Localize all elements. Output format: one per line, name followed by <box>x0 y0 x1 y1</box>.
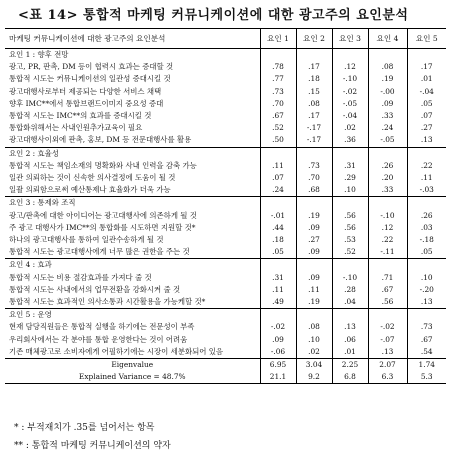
loading-cell: .67 <box>368 284 407 296</box>
item-description: 일관 의뢰하는 것이 신속한 의사결정에 도움이 될 것 <box>9 173 176 183</box>
loading-cell: .09 <box>260 334 296 346</box>
loading-cell: .19 <box>368 73 407 85</box>
item-row <box>5 210 446 222</box>
loading-cell: .73 <box>407 321 446 333</box>
loading-cell: .17 <box>407 61 446 73</box>
item-row <box>5 334 446 346</box>
loading-cell: .20 <box>368 172 407 184</box>
header-factor-3: 요인 3 <box>332 29 368 49</box>
loading-cell <box>296 259 332 272</box>
loading-cell: .73 <box>296 160 332 172</box>
loading-cell <box>368 259 407 272</box>
loading-cell <box>260 259 296 272</box>
explained-variance-cell: 5.3 <box>407 371 446 384</box>
loading-cell: -.01 <box>260 210 296 222</box>
factor-analysis-table <box>5 28 446 384</box>
loading-cell: .13 <box>368 346 407 359</box>
loading-cell: .70 <box>260 98 296 110</box>
item-description: 통합적 시도는 사내에서의 업무전환을 강화시켜 줄 것 <box>9 284 181 294</box>
item-description: 통합화위해서는 사내인원추가교육이 필요 <box>9 123 143 133</box>
loading-cell: .44 <box>260 222 296 234</box>
loading-cell: .52 <box>260 122 296 134</box>
loading-cell <box>296 197 332 210</box>
loading-cell: .17 <box>296 61 332 73</box>
loading-cell: .05 <box>407 98 446 110</box>
loading-cell <box>260 147 296 160</box>
footnote-asterisk: * : 부적재치가 .35를 넘어서는 항목 <box>14 423 155 433</box>
loading-cell: .28 <box>332 284 368 296</box>
loading-cell: .24 <box>368 122 407 134</box>
loading-cell: .17 <box>296 110 332 122</box>
item-description: 통합적 시도는 비용 절감효과를 가져다 줄 것 <box>9 272 152 282</box>
item-row <box>5 61 446 73</box>
item-row <box>5 98 446 110</box>
loading-cell <box>368 197 407 210</box>
loading-cell: -.10 <box>368 210 407 222</box>
loading-cell <box>407 309 446 322</box>
header-factor-1: 요인 1 <box>260 29 296 49</box>
loading-cell: .53 <box>332 234 368 246</box>
loading-cell: .73 <box>260 86 296 98</box>
loading-cell: .31 <box>332 160 368 172</box>
loading-cell: -.06 <box>260 346 296 359</box>
loading-cell: .24 <box>260 184 296 197</box>
loading-cell <box>260 309 296 322</box>
loading-cell: .10 <box>407 272 446 284</box>
item-row <box>5 222 446 234</box>
item-row <box>5 346 446 359</box>
item-description: 통합적 시도는 IMC**의 효과를 증대시킬 것 <box>9 111 152 121</box>
loading-cell: .11 <box>260 160 296 172</box>
loading-cell <box>368 309 407 322</box>
loading-cell: .02 <box>332 122 368 134</box>
loading-cell: .67 <box>407 334 446 346</box>
footnote-double-asterisk: ** : 통합적 마케팅 커뮤니케이션의 약자 <box>14 441 171 451</box>
loading-cell: -.10 <box>332 73 368 85</box>
header-factor-2: 요인 2 <box>296 29 332 49</box>
item-row <box>5 284 446 296</box>
item-row <box>5 272 446 284</box>
factor-group-label: 요인 2 : 효율성 <box>5 147 260 160</box>
loading-cell: .26 <box>368 160 407 172</box>
loading-cell: .56 <box>368 296 407 309</box>
item-description: 광고/판촉에 대한 아이디어는 광고대행사에 의존하게 될 것 <box>9 210 197 220</box>
loading-cell: .11 <box>407 172 446 184</box>
item-row <box>5 73 446 85</box>
loading-cell: .01 <box>407 73 446 85</box>
item-description: 우리회사에서는 각 분야를 통합 운영한다는 것이 어려움 <box>9 334 188 344</box>
loading-cell: .68 <box>296 184 332 197</box>
loading-cell: .12 <box>332 61 368 73</box>
explained-variance-cell: 6.3 <box>368 371 407 384</box>
loading-cell: .09 <box>296 246 332 259</box>
loading-cell <box>407 259 446 272</box>
loading-cell <box>407 197 446 210</box>
loading-cell: -.00 <box>368 86 407 98</box>
eigenvalue-cell: 3.04 <box>296 359 332 372</box>
loading-cell: .29 <box>332 172 368 184</box>
loading-cell: .18 <box>260 234 296 246</box>
loading-cell: .33 <box>368 110 407 122</box>
loading-cell: .56 <box>332 222 368 234</box>
loading-cell: -.17 <box>296 122 332 134</box>
loading-cell: .05 <box>407 246 446 259</box>
loading-cell <box>368 49 407 62</box>
loading-cell: .09 <box>296 272 332 284</box>
loading-cell <box>296 49 332 62</box>
loading-cell: -.04 <box>332 110 368 122</box>
item-row <box>5 110 446 122</box>
header-description: 마케팅 커뮤니케이션에 대한 광고주의 요인분석 <box>5 29 260 49</box>
loading-cell: .27 <box>296 234 332 246</box>
item-row <box>5 184 446 197</box>
loading-cell: .50 <box>260 134 296 147</box>
loading-cell: .31 <box>260 272 296 284</box>
loading-cell: .71 <box>368 272 407 284</box>
eigenvalue-label: Eigenvalue <box>5 359 260 372</box>
loading-cell <box>332 309 368 322</box>
loading-cell: .36 <box>332 134 368 147</box>
loading-cell: .33 <box>368 184 407 197</box>
item-description: 통합적 시도는 커뮤니케이션의 일관성 증대시킬 것 <box>9 74 171 84</box>
eigenvalue-cell: 6.95 <box>260 359 296 372</box>
loading-cell: .27 <box>407 122 446 134</box>
loading-cell: .70 <box>296 172 332 184</box>
item-row <box>5 160 446 172</box>
loading-cell: .05 <box>260 246 296 259</box>
loading-cell: -.02 <box>332 86 368 98</box>
loading-cell: -.04 <box>407 86 446 98</box>
loading-cell <box>260 197 296 210</box>
loading-cell: -.18 <box>407 234 446 246</box>
eigenvalue-row <box>5 359 446 372</box>
loading-cell: -.02 <box>368 321 407 333</box>
item-description: 기존 매체광고로 소비자에게 어필하기에는 시장이 세분화되어 있음 <box>9 346 224 356</box>
loading-cell: .10 <box>296 334 332 346</box>
loading-cell <box>296 309 332 322</box>
loading-cell: .52 <box>332 246 368 259</box>
item-description: 주 광고 대행사가 IMC**의 통합화를 시도하면 지원할 것* <box>9 222 196 232</box>
loading-cell: .01 <box>332 346 368 359</box>
explained-variance-cell: 21.1 <box>260 371 296 384</box>
loading-cell <box>368 147 407 160</box>
factor-group-label: 요인 1 : 향후 전망 <box>5 49 260 62</box>
loading-cell <box>332 147 368 160</box>
loading-cell <box>407 147 446 160</box>
loading-cell: .22 <box>407 160 446 172</box>
loading-cell: .19 <box>296 210 332 222</box>
loading-cell: .08 <box>296 321 332 333</box>
eigenvalue-cell: 2.25 <box>332 359 368 372</box>
loading-cell: .19 <box>296 296 332 309</box>
loading-cell: .08 <box>368 61 407 73</box>
item-description: 향후 IMC**에서 통합브랜드이미지 중요성 증대 <box>9 98 164 108</box>
eigenvalue-cell: 1.74 <box>407 359 446 372</box>
item-description: 광고대행사이외에 판촉, 홍보, DM 등 전문대행사를 활용 <box>9 135 192 145</box>
loading-cell: -.20 <box>407 284 446 296</box>
item-description: 통합적 시도는 효과적인 의사소통과 시간활용을 가능케할 것* <box>9 297 206 307</box>
header-factor-4: 요인 4 <box>368 29 407 49</box>
factor-group-row <box>5 49 446 62</box>
loading-cell: .09 <box>368 98 407 110</box>
loading-cell <box>332 259 368 272</box>
loading-cell: -.07 <box>368 334 407 346</box>
loading-cell: .56 <box>332 210 368 222</box>
loading-cell: .09 <box>296 222 332 234</box>
item-description: 통합적 시도는 광고대행사에게 너무 많은 권한을 주는 것 <box>9 247 190 257</box>
factor-group-row <box>5 259 446 272</box>
item-row <box>5 246 446 259</box>
explained-variance-cell: 6.8 <box>332 371 368 384</box>
loading-cell: .49 <box>260 296 296 309</box>
loading-cell: .04 <box>332 296 368 309</box>
loading-cell: -.17 <box>296 134 332 147</box>
loading-cell <box>260 49 296 62</box>
loading-cell: .07 <box>260 172 296 184</box>
loading-cell: .22 <box>368 234 407 246</box>
loading-cell: -.11 <box>368 246 407 259</box>
eigenvalue-cell: 2.07 <box>368 359 407 372</box>
loading-cell: .10 <box>332 184 368 197</box>
loading-cell: .11 <box>260 284 296 296</box>
loading-cell: .13 <box>332 321 368 333</box>
loading-cell: .13 <box>407 296 446 309</box>
explained-variance-cell: 9.2 <box>296 371 332 384</box>
loading-cell: .03 <box>407 222 446 234</box>
explained-variance-label: Explained Variance = 48.7% <box>5 371 260 384</box>
factor-group-label: 요인 4 : 효과 <box>5 259 260 272</box>
item-description: 일괄 의뢰함으로써 예산통제나 효율화가 더욱 가능 <box>9 185 171 195</box>
loading-cell: .06 <box>332 334 368 346</box>
item-row <box>5 172 446 184</box>
loading-cell: -.03 <box>407 184 446 197</box>
item-description: 통합적 시도는 책임소재의 명확화와 사내 인력을 감축 가능 <box>9 160 197 170</box>
loading-cell <box>407 49 446 62</box>
item-row <box>5 122 446 134</box>
header-factor-5: 요인 5 <box>407 29 446 49</box>
loading-cell: .11 <box>296 284 332 296</box>
loading-cell: -.05 <box>332 98 368 110</box>
factor-group-row <box>5 309 446 322</box>
loading-cell: -.05 <box>368 134 407 147</box>
item-description: 광고대행사로부터 제공되는 다양한 서비스 채택 <box>9 86 162 96</box>
loading-cell: .77 <box>260 73 296 85</box>
loading-cell: .78 <box>260 61 296 73</box>
item-description: 현재 담당직원들은 통합적 실행을 하기에는 전문성이 부족 <box>9 322 195 332</box>
loading-cell <box>332 49 368 62</box>
loading-cell <box>296 147 332 160</box>
loading-cell: .15 <box>296 86 332 98</box>
loading-cell: .13 <box>407 134 446 147</box>
loading-cell: .07 <box>407 110 446 122</box>
loading-cell: .08 <box>296 98 332 110</box>
factor-group-label: 요인 3 : 통제와 조직 <box>5 197 260 210</box>
item-row <box>5 296 446 309</box>
table-title: <표 14> 통합적 마케팅 커뮤니케이션에 대한 광고주의 요인분석 <box>18 8 409 23</box>
loading-cell: .12 <box>368 222 407 234</box>
explained-variance-row <box>5 371 446 384</box>
factor-group-row <box>5 147 446 160</box>
item-description: 하나의 광고대행사를 통하여 일관수송하게 될 것 <box>9 235 164 245</box>
loading-cell: .67 <box>260 110 296 122</box>
item-description: 광고, PR, 판촉, DM 등이 협력시 효과는 증대할 것 <box>9 62 174 72</box>
loading-cell: -.10 <box>332 272 368 284</box>
header-row <box>5 29 446 49</box>
item-row <box>5 321 446 333</box>
loading-cell: .54 <box>407 346 446 359</box>
loading-cell <box>332 197 368 210</box>
item-row <box>5 134 446 147</box>
loading-cell: -.02 <box>260 321 296 333</box>
loading-cell: .26 <box>407 210 446 222</box>
loading-cell: .18 <box>296 73 332 85</box>
factor-group-label: 요인 5 : 운영 <box>5 309 260 322</box>
table-body <box>5 49 446 359</box>
item-row <box>5 234 446 246</box>
factor-group-row <box>5 197 446 210</box>
item-row <box>5 86 446 98</box>
loading-cell: .02 <box>296 346 332 359</box>
